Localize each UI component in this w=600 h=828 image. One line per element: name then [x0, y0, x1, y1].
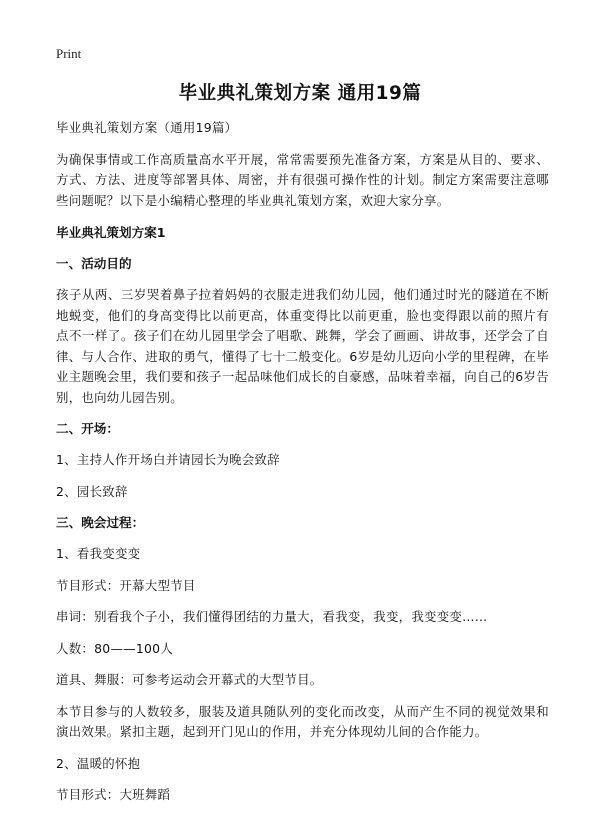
section-title: 毕业典礼策划方案1 [56, 225, 166, 240]
program-props: 道具、舞服：可参考运动会开幕式的大型节目。 [56, 672, 323, 687]
document-subtitle: 毕业典礼策划方案（通用19篇） [56, 120, 238, 135]
purpose-paragraph: 孩子从两、三岁哭着鼻子拉着妈妈的衣服走进我们幼儿园，他们通过时光的隧道在不断地蜕变，他们的身高变得比以前更高，体重变得比以前更重，脸也变得跟以前的照片有点不一样了。孩子们在幼儿园里学会了唱歌、跳舞，学会了画画、讲故事，还学会了自律、与人合作、进取的勇气，懂得了七十二般变化。6岁是幼儿迈向小学的里程碑，在毕业主题晚会里，我们要和孩子一起品味他们成长的自豪感，品味着幸福，向自己的6岁告别，也向幼儿园告别。 [56, 287, 549, 405]
opening-item: 2、园长致辞 [56, 483, 128, 499]
program-count: 人数：80——100人 [56, 640, 174, 656]
program-form: 节目形式：开幕大型节目 [56, 577, 196, 593]
program-title: 2、温暖的怀抱 [56, 755, 141, 771]
heading-opening: 二、开场： [56, 421, 119, 436]
intro-paragraph: 为确保事情或工作高质量高水平开展，常常需要预先准备方案，方案是从目的、要求、方式、方法、进度等部署具体、周密，并有很强可操作性的计划。制定方案需要注意哪些问题呢？以下是小编精心整理的毕业典礼策划方案，欢迎大家分享。 [56, 151, 549, 208]
opening-item: 1、主持人作开场白并请园长为晚会致辞 [56, 452, 280, 467]
program-description: 本节目参与的人数较多，服装及道具随队列的变化而改变，从而产生不同的视觉效果和演出效果。紧扣主题，起到开门见山的作用，并充分体现幼儿间的合作能力。 [56, 703, 549, 739]
program-title: 1、看我变变变 [56, 546, 141, 561]
document-title: 毕业典礼策划方案 通用19篇 [178, 83, 422, 104]
heading-purpose: 一、活动目的 [56, 256, 132, 271]
heading-process: 三、晚会过程： [56, 515, 145, 530]
document-body [56, 118, 549, 817]
program-lyrics: 串词：别看我个子小，我们懂得团结的力量大，看我变，我变，我变变变…… [56, 609, 488, 624]
print-button[interactable]: Print [56, 46, 82, 61]
program-form: 节目形式：大班舞蹈 [56, 787, 171, 802]
